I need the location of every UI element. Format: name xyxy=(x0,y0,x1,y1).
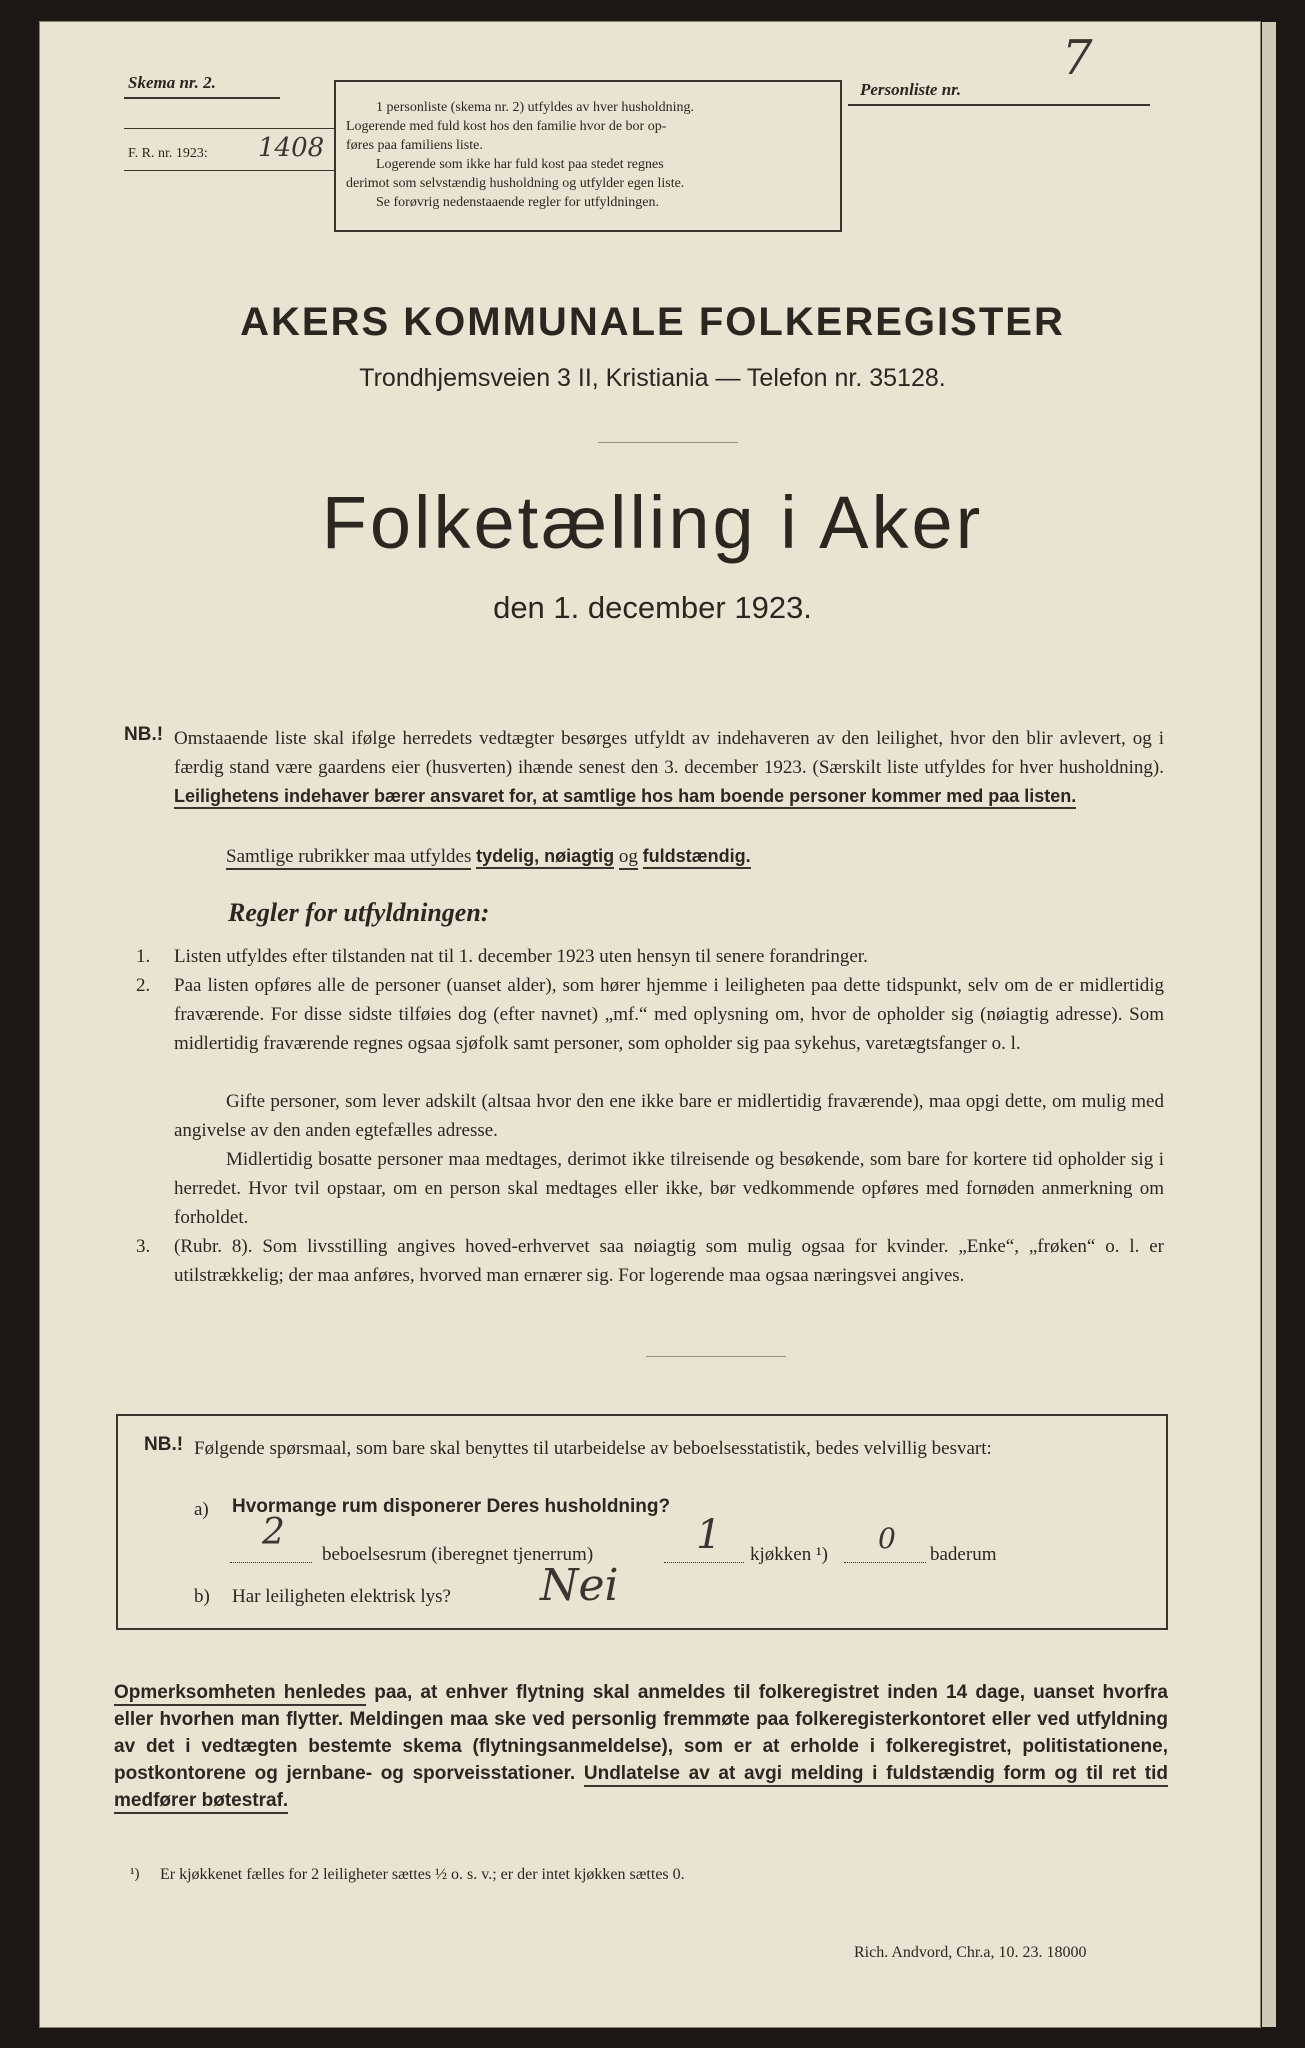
rooms-label: beboelsesrum (iberegnet tjenerrum) xyxy=(322,1544,594,1565)
rules-heading: Regler for utfyldningen: xyxy=(228,898,490,927)
housing-intro: Følgende spørsmaal, som bare skal benyttes til utarbeidelse av beboelsesstatistik, bedes velvillig besvart: xyxy=(194,1438,992,1459)
rubric-text-d: fuldstændig. xyxy=(643,846,751,869)
question-b: Har leiligheten elektrisk lys? xyxy=(232,1586,451,1607)
box-line-4: Logerende som ikke har fuld kost paa stedet regnes xyxy=(376,157,664,172)
rule-3: (Rubr. 8). Som livsstilling angives hoved-erhvervet saa nøiagtig som mulig ogsaa for kvinder. „Enke“, „frøken“ o. l. er utilstrækkelig; der maa anføres, hvorved man ernærer sig. For logerende maa ogsaa næringsvei angives. xyxy=(174,1236,1164,1286)
org-address: Trondhjemsveien 3 II, Kristiania — Telefon nr. 35128. xyxy=(359,364,946,392)
bath-value: 0 xyxy=(878,1522,896,1555)
nb-label-1: NB.! xyxy=(124,724,164,745)
moving-notice xyxy=(114,1679,1168,1814)
rule-2-married: Gifte personer, som lever adskilt (altsaa hvor den ene ikke bare er midlertidig fraværende), maa opgi dette, om mulig med angivelse av den anden egtefælles adresse. xyxy=(174,1091,1164,1141)
rule-2-number: 2. xyxy=(136,975,151,996)
box-line-6: Se forøvrig nedenstaaende regler for utfyldningen. xyxy=(376,195,660,210)
question-a-letter: a) xyxy=(194,1499,209,1520)
notice-attention: Opmerksomheten henledes xyxy=(114,1682,366,1706)
rule-1-number: 1. xyxy=(136,946,151,967)
nb-paragraph-1 xyxy=(174,724,1164,811)
nb-paragraph-2 xyxy=(226,842,751,871)
instruction-box xyxy=(334,80,842,232)
box-line-5: derimot som selvstændig husholdning og utfylder egen liste. xyxy=(346,176,685,191)
census-date: den 1. december 1923. xyxy=(493,590,812,625)
fr-label: F. R. nr. 1923: xyxy=(128,146,208,161)
org-title: AKERS KOMMUNALE FOLKEREGISTER xyxy=(240,300,1065,344)
footnote-text: Er kjøkkenet fælles for 2 leiligheter sættes ½ o. s. v.; er der intet kjøkken sættes 0. xyxy=(160,1866,685,1883)
notice-penalty: Undlatelse av at avgi melding i fuldstændig form og til ret tid medfører bøtestraf. xyxy=(114,1763,1168,1814)
rubric-text-a: Samtlige rubrikker maa utfyldes xyxy=(226,846,471,870)
main-title: Folketælling i Aker xyxy=(321,481,984,564)
rubric-text-b: tydelig, nøiagtig xyxy=(476,846,614,869)
printer-imprint: Rich. Andvord, Chr.a, 10. 23. 18000 xyxy=(854,1944,1087,1961)
fr-value: 1408 xyxy=(258,133,325,163)
question-b-letter: b) xyxy=(194,1586,210,1607)
box-line-3: føres paa familiens liste. xyxy=(346,138,483,153)
box-line-1: 1 personliste (skema nr. 2) utfyldes av hver husholdning. xyxy=(376,100,695,115)
notice-text: paa, at enhver flytning skal anmeldes til folkeregistret inden 14 dage, uanset hvorfra eller hvorhen man flytter. Meldingen maa ske ved personlig fremmøte paa folkeregisterkontoret eller ved utfyldning av det i vedtægten bestemte skema (flytningsanmeldelse), som er at erholde i folkeregistret, politistationene, postkontorene og jernbane- og sporveisstationer. xyxy=(114,1682,1168,1784)
kitchen-value: 1 xyxy=(696,1512,722,1558)
box-line-2: Logerende med fuld kost hos den familie hvor de bor op- xyxy=(346,119,667,134)
rule-2-residents: Midlertidig bosatte personer maa medtages, derimot ikke tilreisende og besøkende, som bare for kortere tid opholder sig i herredet. Hvor tvil opstaar, om en person skal medtages eller ikke, bør vedkommende opføres med fornøden anmerkning om forholdet. xyxy=(174,1149,1164,1228)
rooms-value: 2 xyxy=(262,1512,285,1553)
bath-label: baderum xyxy=(930,1544,997,1565)
rule-3-number: 3. xyxy=(136,1236,151,1257)
responsibility-text: Leilighetens indehaver bærer ansvaret for, at samtlige hos ham boende personer kommer med paa listen. xyxy=(174,786,1076,809)
electric-light-answer: Nei xyxy=(540,1560,619,1611)
footnote-mark: ¹) xyxy=(130,1866,140,1882)
personliste-label: Personliste nr. xyxy=(860,80,962,99)
personliste-value: 7 xyxy=(1062,30,1093,86)
nb-text-1: Omstaaende liste skal ifølge herredets vedtægter besørges utfyldt av indehaveren av den leilighet, hvor den blir avlevert, og i færdig stand være gaardens eier (husverten) ihænde senest den 3. december 1923. (Særskilt liste utfyldes for hver husholdning). xyxy=(174,728,1164,778)
question-a: Hvormange rum disponerer Deres husholdning? xyxy=(232,1496,671,1517)
rule-1: Listen utfyldes efter tilstanden nat til 1. december 1923 uten hensyn til senere forandringer. xyxy=(174,946,868,967)
kitchen-label: kjøkken ¹) xyxy=(750,1544,828,1565)
rubric-text-c: og xyxy=(619,846,638,870)
schema-number: Skema nr. 2. xyxy=(128,73,216,92)
rule-2: Paa listen opføres alle de personer (uanset alder), som hører hjemme i leiligheten paa dette tidspunkt, selv om de er midlertidig fraværende. For disse sidste tilføies dog (efter navnet) „mf.“ med oplysning om, hvor de opholder sig (nøiagtig adresse). Som midlertidig fraværende regnes ogsaa sjøfolk samt personer, som opholder sig paa sykehus, varetægtsfanger o. l. xyxy=(174,975,1164,1054)
nb-label-2: NB.! xyxy=(144,1434,184,1455)
